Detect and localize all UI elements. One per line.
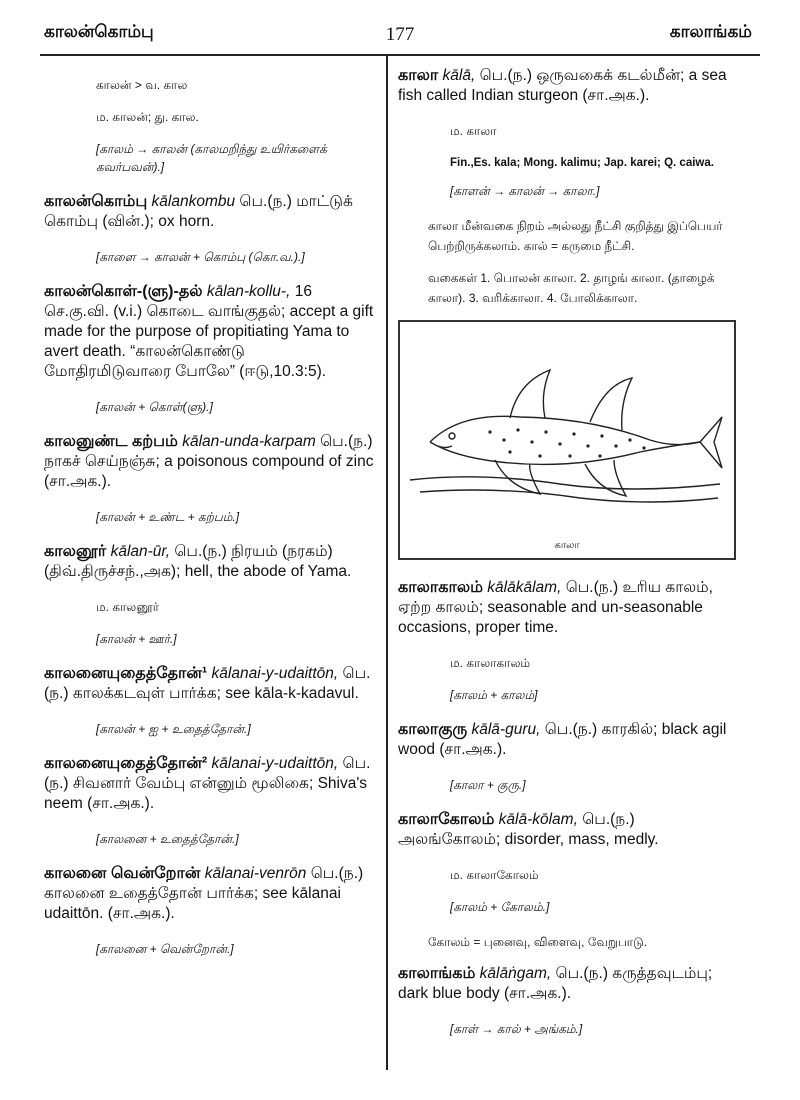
entry-definition: பெ.(ந.) நாகச் செய்நஞ்சு; a poisonous compound of zinc (சா.அக.). xyxy=(44,433,374,490)
cognate-line: ம. காலாகாலம் xyxy=(450,656,531,670)
dictionary-entry xyxy=(398,964,738,1004)
etymology-line: [காளன் → காலன் → காலா.] xyxy=(450,184,600,198)
entry-definition: 16 செ.கு.வி. (v.i.) கொடை வாங்குதல்; accept a gift made for the purpose of propitiating Yama to avert death. “காலன்கொண்டு மோதிரமிடுவாரை போலே” (ஈடு,10.3:5). xyxy=(44,283,374,380)
etymology-line: [காளை → காலன் + கொம்பு (கொ.வ.).] xyxy=(96,250,305,264)
etymology-line: [காலன் + ஊர்.] xyxy=(96,632,177,646)
entry-definition: பெ.(ந.) ஒருவகைக் கடல்மீன்; a sea fish called Indian sturgeon (சா.அக.). xyxy=(398,67,727,104)
cognate-line: காலன் > வ. கால xyxy=(96,78,188,92)
etymology-line: [காலா + குரு.] xyxy=(450,778,526,792)
note-line: காலா மீன்வகை நிறம் அல்லது நீட்சி குறித்து இப்பெயர் பெற்றிருக்கலாம். கால் = கருமை நீட்சி. xyxy=(428,219,723,253)
etymology-line: [காலம் + கோலம்.] xyxy=(450,900,550,914)
cognate-line: ம. காலனூர் xyxy=(96,600,160,614)
entry-definition: பெ.(ந.) அலங்கோலம்; disorder, mass, medly. xyxy=(398,811,659,848)
entry-headword: காலனை வென்றோன் xyxy=(44,865,201,882)
entry-headword: காலன்கொம்பு xyxy=(44,193,148,210)
note-line: வகைகள் 1. பொலன் காலா. 2. தாழங் காலா. (தாழைக் காலா). 3. வரிக்காலா. 4. போலிக்காலா. xyxy=(428,271,715,305)
etymology-line: [காலனை + உதைத்தோன்.] xyxy=(96,832,239,846)
entry-headword: காலாகாலம் xyxy=(398,579,483,596)
dictionary-entry xyxy=(398,578,738,638)
fish-illustration-icon xyxy=(400,322,734,558)
running-head-right: காலாங்கம் xyxy=(669,22,752,41)
entry-transliteration: kālan-unda-karpam xyxy=(177,433,321,450)
etymology-line: [காலன் + கொள்(ளு).] xyxy=(96,400,213,414)
entry-definition: பெ.(ந.) காலக்கடவுள் பார்க்க; see kāla-k-kadavul. xyxy=(44,665,371,702)
cognate-line: ம. காலாகோலம் xyxy=(450,868,539,882)
right-column-top xyxy=(398,66,738,308)
entry-headword: காலனூர் xyxy=(44,543,107,560)
entry-transliteration: kālākālam, xyxy=(482,579,566,596)
etymology-line: [காலன் + ஐ + உதைத்தோன்.] xyxy=(96,722,251,736)
right-column-bottom xyxy=(398,578,738,1038)
entry-headword: காலா xyxy=(398,67,439,84)
entry-headword: காலனையுதைத்தோன்¹ xyxy=(44,665,208,682)
entry-transliteration: kālanai-y-udaittōn, xyxy=(207,665,343,682)
entry-transliteration: kālā-kōlam, xyxy=(494,811,583,828)
entry-headword: காலாகோலம் xyxy=(398,811,495,828)
fish-illustration-figure xyxy=(398,320,736,560)
running-head-left: காலன்கொம்பு xyxy=(44,22,154,41)
etymology-line: [காலம் + காலம்] xyxy=(450,688,538,702)
entry-definition: பெ.(ந.) நிரயம் (நரகம்) (திவ்.திருச்சந்.,அக); hell, the abode of Yama. xyxy=(44,543,352,580)
dictionary-entry xyxy=(398,66,738,106)
dictionary-entry xyxy=(398,720,738,760)
etymology-line: [காலம் → காலன் (காலமறிந்து உயிர்களைக் கவர்பவன்).] xyxy=(96,142,327,174)
entry-transliteration: kālanai-venrōn xyxy=(200,865,311,882)
etymology-line: [காள் → கால் + அங்கம்.] xyxy=(450,1022,583,1036)
right-column xyxy=(398,66,738,1054)
entry-definition: பெ.(ந.) காலனை உதைத்தோன் பார்க்க; see kālanai udaittōn. (சா.அக.). xyxy=(44,865,364,922)
entry-definition: பெ.(ந.) கருத்தவுடம்பு; dark blue body (சா.அக.). xyxy=(398,965,713,1002)
entry-headword: காலாங்கம் xyxy=(398,965,476,982)
entry-headword: காலனுண்ட கற்பம் xyxy=(44,433,178,450)
dictionary-entry xyxy=(44,432,374,492)
entry-transliteration: kālan-ūr, xyxy=(106,543,175,560)
dictionary-entry xyxy=(44,192,374,232)
entry-definition: பெ.(ந.) சிவனார் வேம்பு என்னும் மூலிகை; Shiva's neem (சா.அக.). xyxy=(44,755,371,812)
entry-definition: பெ.(ந.) உரிய காலம், ஏற்ற காலம்; seasonable and un-seasonable occasions, proper time. xyxy=(398,579,713,636)
column-divider xyxy=(386,56,388,1070)
cognate-line: ம. காலன்; து. கால. xyxy=(96,110,199,124)
note-line: Fin.,Es. kala; Mong. kalimu; Jap. karei; Q. caiwa. xyxy=(450,157,714,169)
header-rule xyxy=(40,54,760,56)
entry-definition: பெ.(ந.) மாட்டுக் கொம்பு (வின்.); ox horn. xyxy=(44,193,353,230)
entry-headword: காலாகுரு xyxy=(398,721,468,738)
etymology-line: [காலனை + வென்றோன்.] xyxy=(96,942,234,956)
etymology-line: [காலன் + உண்ட + கற்பம்.] xyxy=(96,510,240,524)
entry-transliteration: kālankombu xyxy=(147,193,240,210)
entry-headword: காலன்கொள்-(ளு)-தல் xyxy=(44,283,203,300)
note-line: கோலம் = புனைவு, விளைவு, வேறுபாடு. xyxy=(428,935,648,949)
entry-definition: பெ.(ந.) காரகில்; black agil wood (சா.அக.). xyxy=(398,721,727,758)
entry-transliteration: kālan-kollu-, xyxy=(202,283,295,300)
left-column xyxy=(44,66,374,974)
dictionary-entry xyxy=(44,282,374,382)
dictionary-entry xyxy=(398,810,738,850)
dictionary-entry xyxy=(44,542,374,582)
entry-transliteration: kālāṅgam, xyxy=(475,965,556,982)
entry-headword: காலனையுதைத்தோன்² xyxy=(44,755,208,772)
entry-transliteration: kālā, xyxy=(438,67,480,84)
dictionary-entry xyxy=(44,864,374,924)
entry-transliteration: kālanai-y-udaittōn, xyxy=(207,755,343,772)
cognate-line: ம. காலா xyxy=(450,124,497,138)
dictionary-entry xyxy=(44,664,374,704)
dictionary-entry xyxy=(44,754,374,814)
figure-caption: காலா xyxy=(554,540,580,551)
page-number: 177 xyxy=(385,24,415,45)
entry-transliteration: kālā-guru, xyxy=(467,721,545,738)
